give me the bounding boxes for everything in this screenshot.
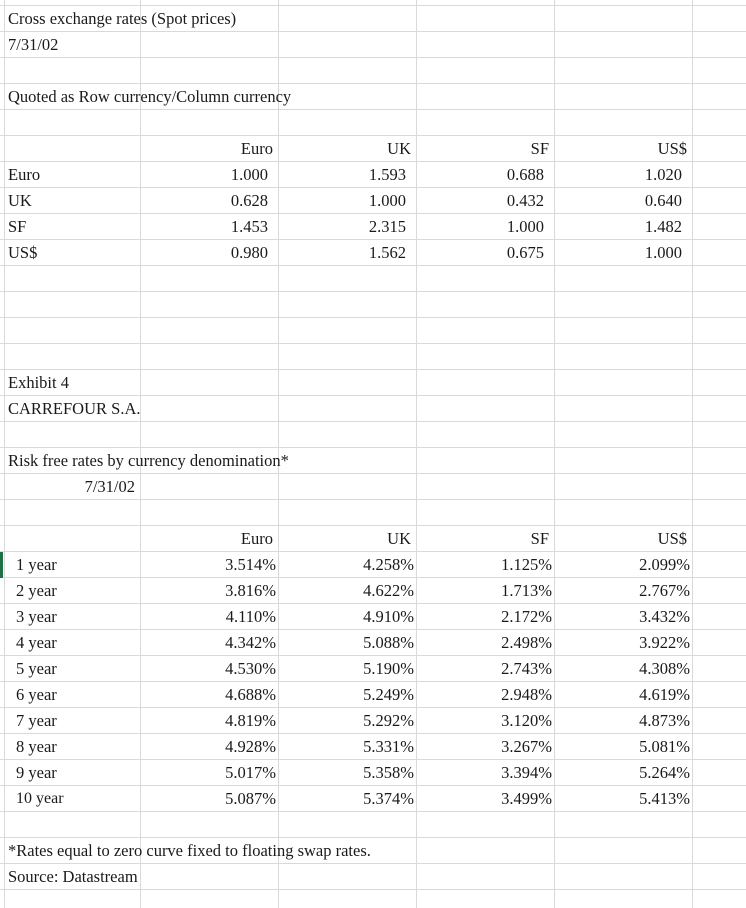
rf-rate-cell[interactable]: 4.910% [363,607,414,626]
cross-rate-cell[interactable]: 1.482 [644,217,682,236]
rf-rate-cell[interactable]: 4.928% [225,737,276,756]
rf-row-label[interactable]: 9 year [16,763,57,782]
cross-rate-cell[interactable]: 1.000 [230,165,268,184]
rf-rate-cell[interactable]: 2.948% [501,685,552,704]
row-gridline [0,369,746,370]
cross-row-label[interactable]: US$ [8,243,38,262]
rf-row-label[interactable]: 10 year [16,790,64,807]
cross-rate-cell[interactable]: 1.000 [368,191,406,210]
rf-rate-cell[interactable]: 4.308% [639,659,690,678]
cross-rate-cell[interactable]: 1.020 [644,165,682,184]
cross-col-header-euro[interactable]: Euro [240,139,273,158]
row-gridline [0,57,746,58]
cross-rate-cell[interactable]: 1.000 [644,243,682,262]
rf-row-label[interactable]: 8 year [16,737,57,756]
cross-rate-cell[interactable]: 0.640 [644,191,682,210]
source-footnote[interactable]: Source: Datastream [8,867,138,886]
rf-rate-cell[interactable]: 2.498% [501,633,552,652]
cross-row-label[interactable]: Euro [8,165,41,184]
rf-rate-cell[interactable]: 5.331% [363,737,414,756]
cross-rate-cell[interactable]: 0.980 [230,243,268,262]
cross-col-header-usd[interactable]: US$ [657,139,687,158]
rf-col-header-usd[interactable]: US$ [657,529,687,548]
rf-rate-cell[interactable]: 4.342% [225,633,276,652]
cross-rate-cell[interactable]: 0.628 [230,191,268,210]
rf-rate-cell[interactable]: 5.413% [639,789,690,808]
rf-rate-cell[interactable]: 5.264% [639,763,690,782]
cross-rate-cell[interactable]: 0.675 [506,243,544,262]
cross-rate-cell[interactable]: 1.453 [230,217,268,236]
cross-col-header-uk[interactable]: UK [387,139,411,158]
rf-rate-cell[interactable]: 1.125% [501,555,552,574]
rf-row-label[interactable]: 3 year [16,607,57,626]
rf-rate-cell[interactable]: 2.767% [639,581,690,600]
cross-rate-cell[interactable]: 2.315 [368,217,406,236]
rf-rate-cell[interactable]: 4.873% [639,711,690,730]
rf-rate-cell[interactable]: 5.190% [363,659,414,678]
rf-rate-cell[interactable]: 5.088% [363,633,414,652]
rf-rate-cell[interactable]: 1.713% [501,581,552,600]
rf-rate-cell[interactable]: 3.514% [225,555,276,574]
row-gridline [0,343,746,344]
sheet-title[interactable]: Cross exchange rates (Spot prices) [8,9,237,28]
rf-rate-cell[interactable]: 4.530% [225,659,276,678]
rf-rate-cell[interactable]: 4.619% [639,685,690,704]
rf-rate-cell[interactable]: 5.358% [363,763,414,782]
rf-rate-cell[interactable]: 4.110% [225,607,276,626]
rf-row-label[interactable]: 2 year [16,581,57,600]
rf-rate-cell[interactable]: 3.432% [639,607,690,626]
rf-rate-cell[interactable]: 4.258% [363,555,414,574]
rf-col-header-uk[interactable]: UK [387,529,411,548]
rf-rate-cell[interactable]: 4.622% [363,581,414,600]
cross-row-label[interactable]: SF [8,217,27,236]
row-gridline [0,317,746,318]
rf-rate-cell[interactable]: 3.267% [501,737,552,756]
column-gridline [692,0,693,908]
rf-rate-cell[interactable]: 2.172% [501,607,552,626]
quote-note[interactable]: Quoted as Row currency/Column currency [8,87,292,106]
rf-row-label[interactable]: 6 year [16,685,57,704]
rf-rate-cell[interactable]: 3.394% [501,763,552,782]
rf-rate-cell[interactable]: 3.922% [639,633,690,652]
risk-free-date[interactable]: 7/31/02 [84,477,135,496]
rf-rate-cell[interactable]: 5.292% [363,711,414,730]
rf-row-label[interactable]: 5 year [16,659,57,678]
cross-rate-cell[interactable]: 0.432 [506,191,544,210]
cross-rate-cell[interactable]: 0.688 [506,165,544,184]
rates-footnote[interactable]: *Rates equal to zero curve fixed to floating swap rates. [8,841,371,860]
rf-rate-cell[interactable]: 5.087% [225,789,276,808]
rf-rate-cell[interactable]: 5.374% [363,789,414,808]
rf-row-label[interactable]: 7 year [16,711,57,730]
rf-col-header-sf[interactable]: SF [530,529,549,548]
sheet-date[interactable]: 7/31/02 [8,35,59,54]
rf-rate-cell[interactable]: 3.120% [501,711,552,730]
rf-rate-cell[interactable]: 2.099% [639,555,690,574]
row-selection-marker [0,552,3,578]
column-gridline [4,0,5,908]
cross-row-label[interactable]: UK [8,191,32,210]
rf-rate-cell[interactable]: 4.819% [225,711,276,730]
rf-rate-cell[interactable]: 5.249% [363,685,414,704]
rf-rate-cell[interactable]: 2.743% [501,659,552,678]
rf-row-label[interactable]: 4 year [16,633,57,652]
rf-rate-cell[interactable]: 5.081% [639,737,690,756]
rf-rate-cell[interactable]: 5.017% [225,763,276,782]
rf-rate-cell[interactable]: 4.688% [225,685,276,704]
cross-col-header-sf[interactable]: SF [530,139,549,158]
cross-rate-cell[interactable]: 1.562 [368,243,406,262]
cross-rate-cell[interactable]: 1.000 [506,217,544,236]
cross-rate-cell[interactable]: 1.593 [368,165,406,184]
rf-col-header-euro[interactable]: Euro [240,529,273,548]
exhibit-number[interactable]: Exhibit 4 [8,373,69,392]
risk-free-title[interactable]: Risk free rates by currency denomination* [8,451,289,470]
rf-row-label[interactable]: 1 year [16,555,57,574]
company-name[interactable]: CARREFOUR S.A. [8,399,141,418]
rf-rate-cell[interactable]: 3.499% [501,789,552,808]
row-gridline [0,291,746,292]
rf-rate-cell[interactable]: 3.816% [225,581,276,600]
